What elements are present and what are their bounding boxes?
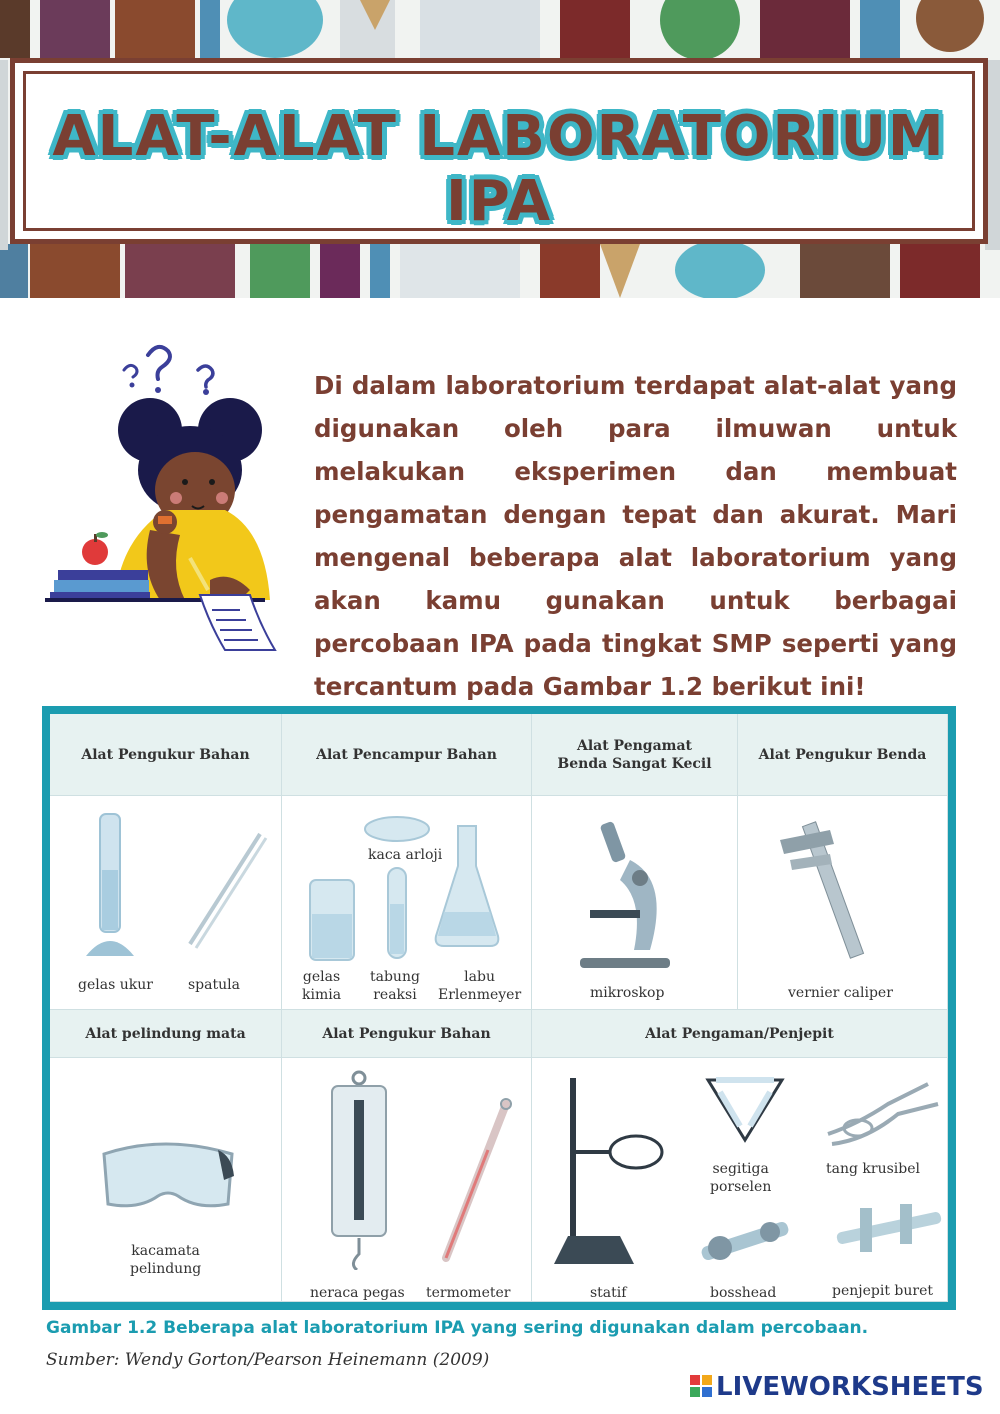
label-statif: statif — [590, 1285, 627, 1301]
test-tube-icon — [382, 864, 412, 964]
header-alat-pengukur-benda: Alat Pengukur Benda — [738, 714, 948, 796]
lab-tools-table — [42, 706, 956, 1310]
header-alat-pengukur-bahan-2: Alat Pengukur Bahan — [282, 1010, 532, 1058]
vernier-caliper-icon — [770, 810, 890, 970]
title-frame-inner — [23, 71, 975, 234]
header-alat-pelindung-mata: Alat pelindung mata — [50, 1010, 282, 1058]
safety-goggles-icon — [98, 1124, 238, 1214]
page-title: ALAT-ALAT LABORATORIUM IPA — [52, 104, 946, 234]
title-frame — [10, 58, 988, 244]
microscope-icon — [570, 820, 680, 970]
porcelain-triangle-icon — [702, 1070, 788, 1150]
figure-caption: Gambar 1.2 Beberapa alat laboratorium IPA yang sering digunakan dalam percobaan. — [46, 1318, 869, 1338]
thermometer-icon — [436, 1098, 516, 1268]
label-termometer: termometer — [426, 1285, 511, 1301]
header-alat-pengukur-bahan-1: Alat Pengukur Bahan — [50, 714, 282, 796]
label-segitiga-porselen: segitiga porselen — [710, 1161, 772, 1195]
header-alat-pengaman-penjepit: Alat Pengaman/Penjepit — [532, 1010, 948, 1058]
brand-name: LIVEWORKSHEETS — [716, 1372, 984, 1402]
spatula-icon — [180, 824, 270, 954]
bosshead-icon — [690, 1204, 800, 1274]
label-vernier-caliper: vernier caliper — [788, 985, 893, 1001]
label-spatula: spatula — [188, 977, 240, 993]
liveworksheets-logo — [690, 1372, 984, 1402]
label-bosshead: bosshead — [710, 1285, 777, 1301]
label-labu-erlenmeyer: labu Erlenmeyer — [438, 969, 522, 1003]
label-penjepit-buret: penjepit buret — [832, 1283, 933, 1299]
label-tang-krusibel: tang krusibel — [826, 1161, 920, 1177]
label-neraca-pegas: neraca pegas — [310, 1285, 405, 1301]
figure-source: Sumber: Wendy Gorton/Pearson Heinemann (2009) — [46, 1350, 490, 1370]
liveworksheets-icon — [690, 1375, 712, 1399]
spring-balance-icon — [324, 1070, 394, 1270]
beaker-icon — [302, 874, 362, 964]
label-kacamata-pelindung: kacamata pelindung — [130, 1243, 202, 1277]
header-alat-pengamat-benda: Alat Pengamat Benda Sangat Kecil — [532, 714, 738, 796]
graduated-cylinder-icon — [80, 810, 140, 960]
label-tabung-reaksi: tabung reaksi — [370, 969, 420, 1003]
burette-clamp-icon — [830, 1188, 950, 1268]
thinking-student-illustration — [40, 330, 280, 660]
label-kaca-arloji: kaca arloji — [368, 847, 443, 863]
crucible-tongs-icon — [818, 1074, 948, 1154]
intro-paragraph: Di dalam laboratorium terdapat alat-alat yang digunakan oleh para ilmuwan untuk melakukan eksperimen dan membuat pengamatan dengan tepat dan akurat. Mari mengenal beberapa alat laboratorium yang akan kamu gunakan untuk berbagai percobaan IPA pada tingkat SMP seperti yang tercantum pada Gambar 1.2 berikut ini! — [314, 371, 957, 701]
erlenmeyer-flask-icon — [432, 822, 502, 952]
retort-stand-icon — [550, 1068, 670, 1278]
label-gelas-kimia: gelas kimia — [302, 969, 342, 1003]
label-gelas-ukur: gelas ukur — [78, 977, 153, 993]
label-mikroskop: mikroskop — [590, 985, 665, 1001]
header-alat-pencampur-bahan: Alat Pencampur Bahan — [282, 714, 532, 796]
watch-glass-icon — [362, 814, 432, 844]
